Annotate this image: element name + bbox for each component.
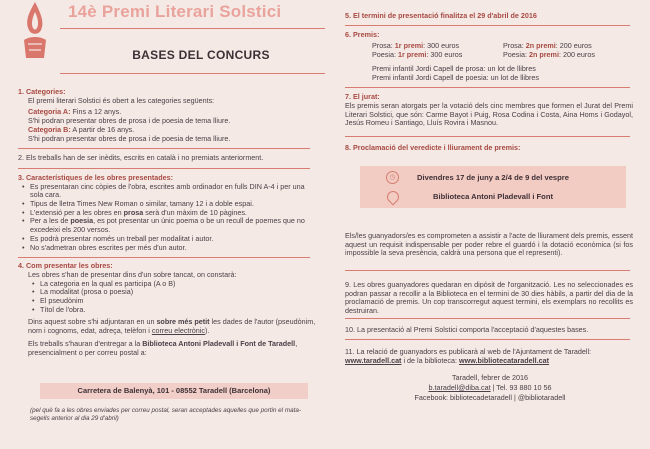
left-column [18, 88, 318, 357]
section-6-title: 6. Premis: [345, 30, 380, 39]
s4-p1-bold: sobre més petit [156, 317, 210, 327]
category-a-label: Categoria A: [28, 107, 71, 117]
section-5-text: 5. El termini de presentació finalitza el 29 d'abril de 2016 [345, 11, 537, 20]
section-9-text: 9. Les obres guanyadores quedaran en dipòsit de l'organització. Les no seleccionades es podran passar a recollir a la Biblioteca en el termini de 30 dies hàbils, a partir del dia de la proclamació de premis. Un cop transcorregut aquest termini, els exemplars no recollits es destruiran. [345, 280, 633, 316]
s3-b3-pre: L'extensió per a les obres en [30, 207, 124, 217]
s11-mid: i de la biblioteca: [401, 355, 460, 365]
prize-poesia-2-name: 2n premi [528, 50, 559, 59]
prize-prosa-2-label: Prosa: [503, 41, 524, 50]
prize-poesia-2-amount: : 200 euros [558, 50, 595, 59]
postal-note: (pel què fa a les obres enviades per correu postal, seran acceptades aquelles que portin el mata-segells anterior al dia 29 d'abril) [30, 407, 301, 422]
s11-pre: 11. La relació de guanyadors es publicarà al web de l'Ajuntament de Taradell: [345, 347, 592, 356]
section-4-title: 4. Com presentar les obres: [18, 261, 113, 271]
ceremony-place: Biblioteca Antoni Pladevall i Font [433, 192, 553, 201]
prize-poesia-2 [503, 50, 595, 59]
prize-prosa-1-name: 1r premi [394, 41, 424, 50]
prize-prosa-1-amount: : 300 euros [423, 41, 460, 50]
town-website-link[interactable]: www.taradell.cat [345, 355, 402, 365]
s3-bullet-5: • Es podrà presentar només un treball per modalitat i autor. [18, 235, 318, 244]
s4-p1-mid: les dades de l'autor (pseudònim, nom i cognoms, edat, adreça, telèfon i [28, 317, 316, 336]
s3-b4-post: , es pot presentar un únic poema o be un recull de poemes que no excedeixi els 200 versos. [30, 216, 305, 235]
prize-prosa-2-name: 2n premi [525, 41, 556, 50]
section-4-intro: Les obres s'han de presentar dins d'un sobre tancat, on constarà: [28, 269, 237, 279]
s4-paragraph-1 [18, 318, 318, 335]
winners-commitment-text: Els/les guanyadors/es es comprometen a assistir a l'acte de lliurament dels premis, essent aquest un requisit indispensable per poder rebre el guardó i la dotació econòmica (si fos impossible la seva presència, caldrà una persona que el representi). [345, 231, 633, 258]
divider-3 [18, 257, 310, 258]
footer-social: Facebook: bibliotecadetaradell | @bibliotaradell [414, 393, 566, 402]
s4-item-2: • La modalitat (prosa o poesia) [28, 288, 318, 297]
s4-p1-pre: Dins aquest sobre s'hi adjuntaran en un [28, 317, 157, 327]
s4-item-4: • Títol de l'obra. [28, 306, 318, 315]
footer [345, 373, 635, 403]
s3-bullet-6: • No s'admetran obres escrites per més d'un autor. [18, 244, 318, 253]
section-8-title: 8. Proclamació del veredicte i lliurament de premis: [345, 143, 521, 152]
section-2-text: 2. Els treballs han de ser inèdits, escrits en català i no premiats anteriorment. [18, 153, 264, 163]
divider-6 [345, 87, 630, 88]
s3-b4-pre: Per a les de [30, 216, 71, 226]
footer-contact [345, 383, 635, 393]
section-1-title: 1. Categories: [18, 87, 66, 96]
s4-item-3: • El pseudònim [28, 297, 318, 306]
prize-infantil-prosa: Premi infantil Jordi Capell de prosa: un lot de llibres [372, 64, 536, 73]
divider-7 [345, 136, 630, 137]
ceremony-info-box [360, 166, 626, 208]
category-a-desc: S'hi podran presentar obres de prosa i de poesia de tema lliure. [28, 116, 231, 126]
contest-title: 14è Premi Literari Solstici [68, 2, 282, 21]
section-11-text [345, 348, 635, 365]
prize-poesia-2-label: Poesia: [503, 50, 527, 59]
s4-p1-end: ). [205, 326, 210, 336]
category-b-desc: S'hi podran presentar obres de prosa i de poesia de tema lliure. [28, 133, 231, 143]
divider-5 [345, 25, 630, 26]
s4-p2-bold: Biblioteca Antoni Pladevall i Font de Taradell [142, 338, 296, 348]
s4-item-1: • La categoria en la qual es participa (A o B) [28, 280, 318, 289]
prize-prosa-1-label: Prosa: [372, 41, 393, 50]
header-bottom-divider [60, 73, 325, 74]
footer-email-link[interactable]: b.taradell@diba.cat [428, 383, 491, 392]
postal-address-box: Carretera de Balenyà, 101 - 08552 Taradell (Barcelona) [40, 383, 308, 399]
divider-2 [18, 168, 310, 169]
divider-1 [18, 148, 310, 149]
divider-10 [345, 339, 630, 340]
section-3-title: 3. Característiques de les obres presentades: [18, 172, 173, 182]
s3-bullet-2: • Tipus de lletra Times New Roman o similar, tamany 12 i a doble espai. [18, 200, 318, 209]
clock-icon: ◷ [386, 171, 399, 184]
s4-p2-post: , presencialment o per correu postal a: [28, 338, 298, 357]
category-b-age: A partir de 16 anys. [70, 124, 135, 134]
section-7-text: Els premis seran atorgats per la votació dels cinc membres que formen el Jurat del Premi Literari Solstici, que són: Carme Bayot i Puig, Rosa Codina i Costa, Aina Homs i Godayol, Jesús Romeu i Santiago, Lluís Rovira i Masnou. [345, 101, 633, 128]
prize-prosa-2-amount: : 200 euros [555, 41, 592, 50]
bases-heading: BASES DEL CONCURS [132, 48, 270, 62]
title-divider [60, 28, 325, 29]
category-b-label: Categoria B: [28, 124, 71, 134]
candle-flame-icon [20, 0, 50, 62]
footer-date: Taradell, febrer de 2016 [452, 373, 528, 382]
s4-paragraph-2 [18, 340, 318, 357]
s3-bullet-4 [18, 217, 318, 234]
section-10-text: 10. La presentació al Premi Solstici comporta l'acceptació d'aquestes bases. [345, 325, 589, 334]
prize-poesia-1 [372, 50, 462, 59]
prize-poesia-1-label: Poesia: [372, 50, 396, 59]
library-website-link[interactable]: www.bibliotecataradell.cat [459, 355, 550, 365]
s4-p2-pre: Els treballs s'hauran d'entregar a la [28, 338, 143, 348]
divider-8 [345, 270, 630, 271]
prize-prosa-1 [372, 41, 459, 50]
prize-poesia-1-amount: : 300 euros [426, 50, 463, 59]
category-a-age: Fins a 12 anys. [70, 107, 122, 117]
section-1-intro: El premi literari Solstici és obert a les categories següents: [28, 95, 215, 105]
prize-prosa-2 [503, 41, 592, 50]
s3-b4-bold: poesia [70, 216, 94, 226]
prize-infantil-poesia: Premi infantil Jordi Capell de poesia: un lot de llibres [372, 73, 539, 82]
prize-poesia-1-name: 1r premi [397, 50, 427, 59]
section-7-title: 7. El jurat: [345, 92, 380, 101]
s4-p1-email-link: correu electrònic [151, 326, 205, 336]
footer-phone: | Tel. 93 880 10 56 [490, 383, 552, 392]
ceremony-date: Divendres 17 de juny a 2/4 de 9 del vespre [417, 173, 569, 182]
s3-b3-post: serà d'un màxim de 10 pàgines. [143, 207, 247, 217]
s3-bullet-1: • Es presentaran cinc còpies de l'obra, escrites amb ordinador en fulls DIN A-4 i per una sola cara. [18, 183, 318, 200]
divider-9 [345, 318, 630, 319]
s3-b3-bold: prosa [123, 207, 144, 217]
